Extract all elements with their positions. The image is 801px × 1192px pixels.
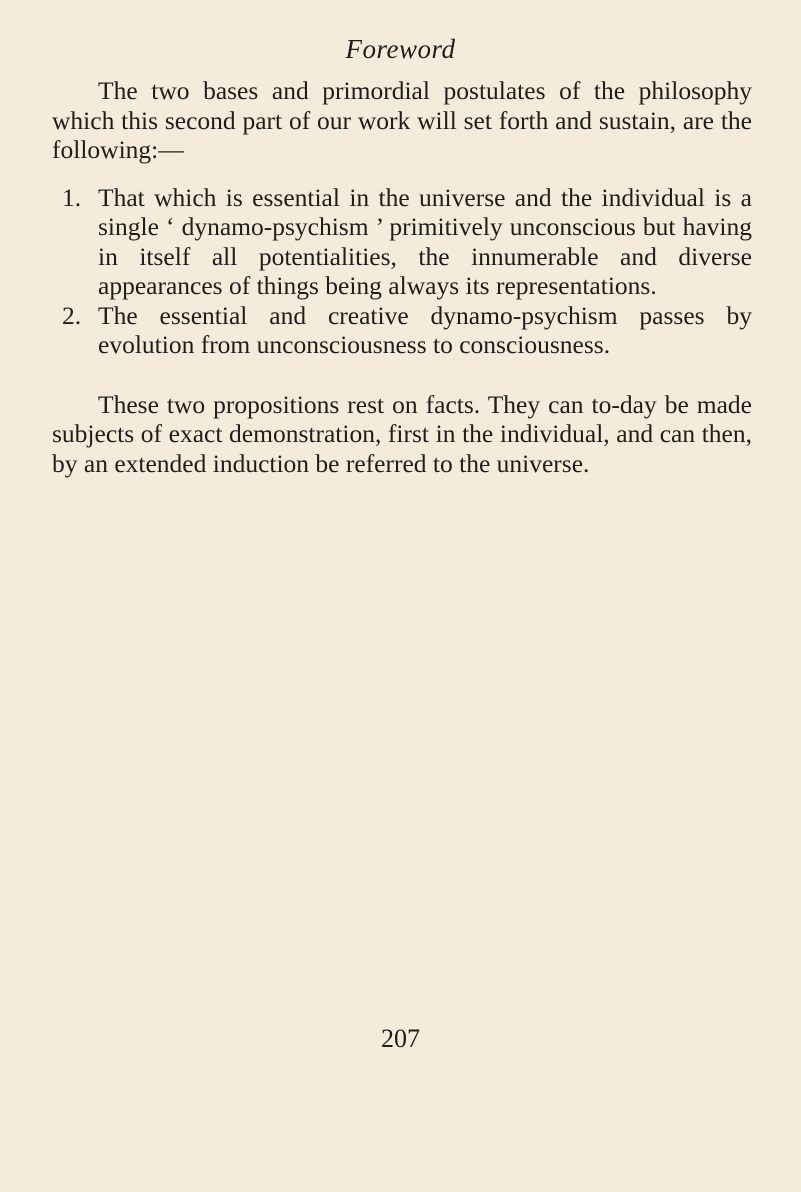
running-head: Foreword xyxy=(345,34,456,64)
proposition-1-text: That which is essential in the universe and the individual is a single ‘ dynamo-psychism ’ primitively unconscious but having in itself all potentialities, the innumerable and diverse appearances of things being always its representations. xyxy=(98,182,752,300)
body-text xyxy=(52,76,752,478)
closing-paragraph: These two propositions rest on facts. They can to-day be made subjects of exact demonstration, first in the individual, and can then, by an extended induction be referred to the universe. xyxy=(52,389,752,478)
proposition-2 xyxy=(52,301,752,360)
proposition-2-number: 2. xyxy=(62,300,82,330)
intro-paragraph: The two bases and primordial postulates of the philosophy which this second part of our work will set forth and sustain, are the following:— xyxy=(52,76,752,164)
page-number: 207 xyxy=(381,1024,420,1053)
proposition-1 xyxy=(52,183,752,301)
proposition-2-text: The essential and creative dynamo-psychism passes by evolution from unconsciousness to consciousness. xyxy=(98,300,752,359)
propositions-list xyxy=(52,183,752,360)
proposition-1-number: 1. xyxy=(62,182,82,212)
